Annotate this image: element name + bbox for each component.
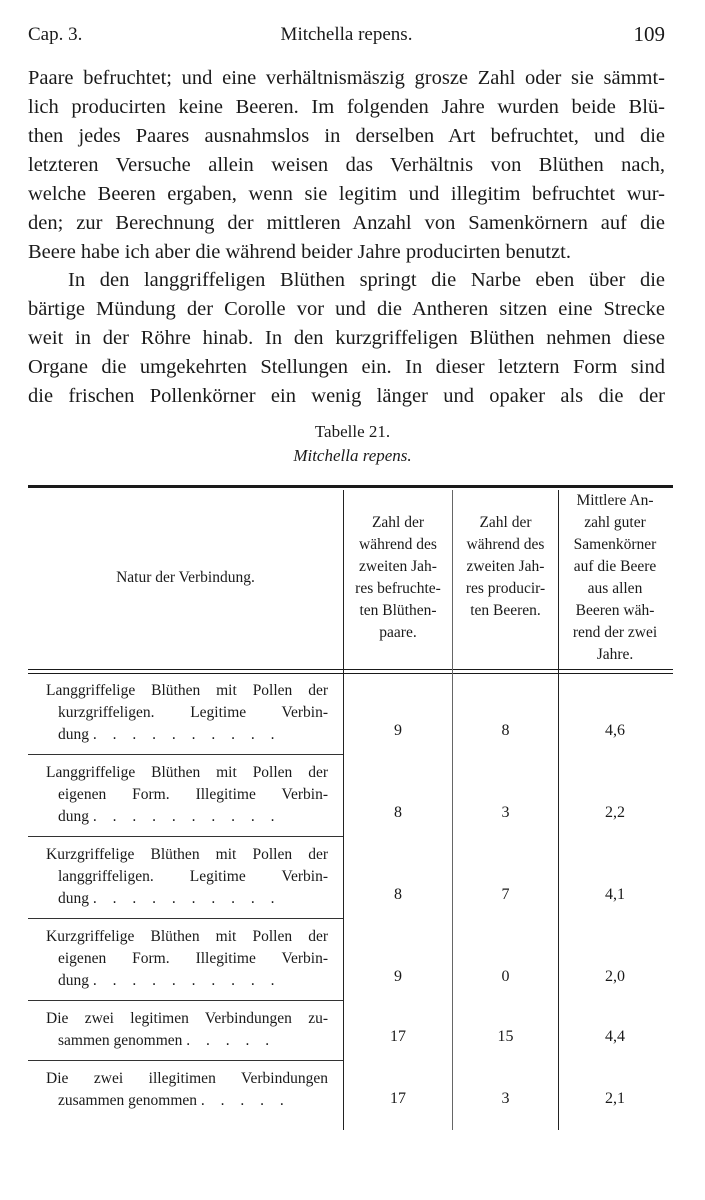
page-number: 109 (633, 22, 665, 46)
text-line: weit in der Röhre hinab. In den kurzgriffeligen Blüthen nehmen diese (28, 327, 665, 349)
table-cell: 4,1 (605, 886, 625, 903)
text-line: In den langgriffeligen Blüthen springt die Narbe eben über die (68, 269, 665, 291)
column-divider (343, 490, 344, 1130)
table-caption: Tabelle 21. (314, 422, 391, 441)
table-cell: 0 (501, 968, 510, 985)
table-cell: 2,1 (605, 1090, 625, 1107)
table-row-label: Die zwei illegitimen Verbindungen zusammen genommen . . . . . (46, 1070, 328, 1109)
text-line: bärtige Mündung der Corolle vor und die Antheren sitzen eine Strecke (28, 298, 665, 320)
header-natur: Natur der Verbindung. (116, 569, 255, 586)
paragraph-1 (28, 64, 665, 267)
table-cell: 17 (390, 1028, 406, 1045)
text-line: den; zur Berechnung der mittleren Anzahl von Samenkörnern auf die (28, 212, 665, 234)
table-cell: 9 (394, 722, 402, 739)
table-row-label: Die zwei legitimen Verbindungen zu- sammen genommen . . . . . (46, 1010, 328, 1049)
header-col1: Zahl der während des zweiten Jah- res befruchte- ten Blüthen- paare. (355, 514, 441, 641)
table-row-label: Langgriffelige Blüthen mit Pollen der kurzgriffeligen. Legitime Verbin- dung . . . . . . . . . . (46, 682, 328, 743)
table-cell: 4,6 (605, 722, 625, 739)
table-row-label: Kurzgriffelige Blüthen mit Pollen der eigenen Form. Illegitime Verbin- dung . . . . . . . . . . (46, 928, 328, 989)
table-cell: 7 (501, 886, 510, 903)
text-line: die frischen Pollenkörner ein wenig länger und opaker als die der (28, 385, 665, 407)
table-cell: 4,4 (605, 1028, 625, 1045)
table-cell: 3 (501, 1090, 510, 1107)
text-line: lich producirten keine Beeren. Im folgenden Jahre wurden beide Blü- (28, 96, 665, 118)
header-rule (28, 669, 673, 670)
table-cell: 8 (501, 722, 510, 739)
running-head (28, 22, 665, 52)
table-cell: 17 (390, 1090, 406, 1107)
header-col3: Mittlere An- zahl guter Samenkörner auf die Beere aus allen Beeren wäh- rend der zwei Jahre. (572, 492, 658, 663)
chapter-label: Cap. 3. (28, 24, 83, 45)
table-row-label: Kurzgriffelige Blüthen mit Pollen der langgriffeligen. Legitime Verbin- dung . . . . . . . . . . (46, 846, 328, 907)
row-divider (28, 918, 344, 919)
paragraph-2 (28, 266, 665, 411)
text-line: welche Beeren ergaben, wenn sie legitim und illegitim befruchtet wur- (28, 183, 665, 205)
text-line: Beere habe ich aber die während beider Jahre producirten benutzt. (28, 241, 571, 263)
text-line: Organe die umgekehrten Stellungen ein. In dieser letztern Form sind (28, 356, 665, 378)
table-cell: 9 (394, 968, 402, 985)
row-divider (28, 836, 344, 837)
row-divider (28, 1000, 344, 1001)
text-line: then jedes Paares ausnahmslos in derselben Art befruchtet, und die (28, 125, 665, 147)
table-top-rule (28, 485, 673, 488)
text-line: Paare befruchtet; und eine verhältnismäszig grosze Zahl oder sie sämmt- (28, 67, 665, 89)
row-divider (28, 754, 344, 755)
table-cell: 2,0 (605, 968, 625, 985)
running-title: Mitchella repens. (280, 24, 413, 45)
column-divider (452, 490, 453, 1130)
text-line: letzteren Versuche allein weisen das Verhältnis von Blüthen nach, (28, 154, 665, 176)
table-cell: 2,2 (605, 804, 625, 821)
table-cell: 15 (497, 1028, 514, 1045)
header-col2: Zahl der während des zweiten Jah- res producir- ten Beeren. (465, 514, 546, 619)
table-subtitle: Mitchella repens. (293, 446, 412, 465)
table-cell: 8 (394, 804, 402, 821)
header-rule (28, 673, 673, 674)
table-cell: 8 (394, 886, 402, 903)
table-cell: 3 (501, 804, 510, 821)
column-divider (558, 490, 559, 1130)
table-row-label: Langgriffelige Blüthen mit Pollen der eigenen Form. Illegitime Verbin- dung . . . . . . . . . . (46, 764, 328, 825)
row-divider (28, 1060, 344, 1061)
